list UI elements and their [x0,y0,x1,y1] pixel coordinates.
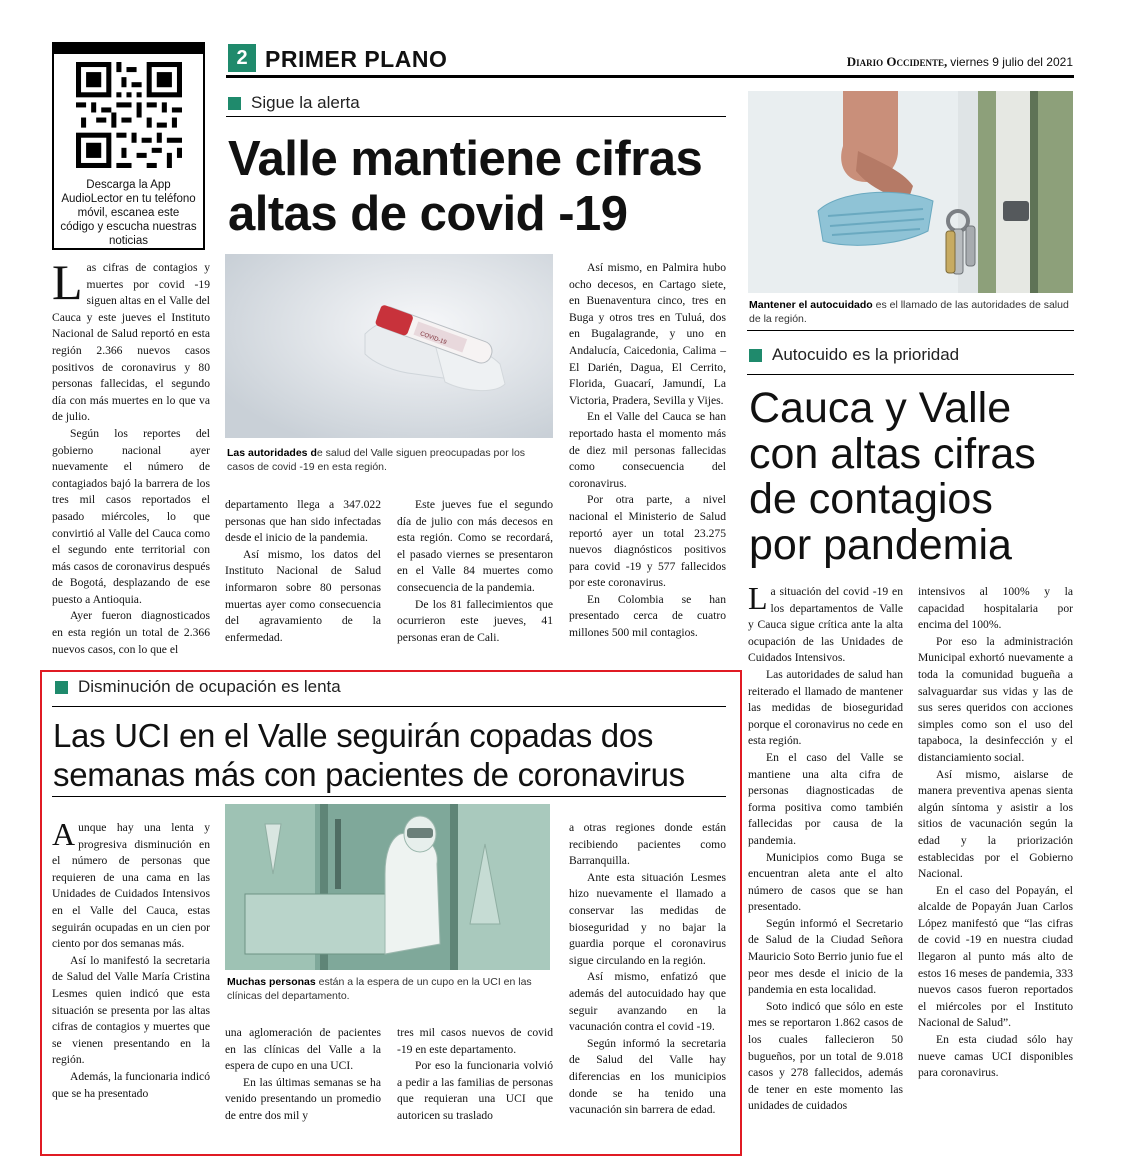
dropcap: L [748,580,768,616]
vial-label: COVID-19 [419,331,448,347]
article2-kicker-rule [747,374,1074,375]
article2-column-2: intensivos al 100% y la capacidad hospitalaria por encima del 100%. Por eso la administración Municipal exhortó nuevamente a toda la comunidad bugueña a salvaguardar sus vidas y las de sus seres queridos con acciones simples como son el uso del tapaboca, la desinfección y el distanciamiento social. Así mismo, aislarse de manera preventiva apenas sienta algún síntoma y asistir a los sitios de vacunación según la edad y la priorización establecidas por el Gobierno Nacional. En el caso del Popayán, el alcalde de Popayán Juan Carlos López manifestó que “las cifras de covid -19 en nuestra ciudad llegaron al punto más alto de estos 16 meses de pandemia, 333 nuevos casos fueron reportados el miércoles por el Instituto Nacional de Salud”. En esta ciudad sólo hay nueve camas UCI disponibles para coronavirus. [918,585,1073,1080]
dropcap: L [52,254,83,310]
article2-photo [748,91,1073,293]
article3-photo [225,804,550,970]
article1-kicker: Sigue la alerta [228,93,360,113]
hand-vial-image [225,254,553,438]
article2-headline: Cauca y Valle con altas cifras de contagios por pandemia [749,384,1036,569]
article3-headline: Las UCI en el Valle seguirán copadas dos semanas más con pacientes de coronavirus [53,717,685,793]
article1-column-3: Este jueves fue el segundo día de julio con más decesos en esta región. Como se recordará, el pasado viernes se presentaron en el Valle 84 muertes como consecuencia de la pandemia. De los 81 fallecimientos que ocurrieron este jueves, 41 personas eran de Cali. [397,498,553,644]
article3-column-2: una aglomeración de pacientes en las clínicas del Valle a la espera de cupo en una UCI. En las últimas semanas se ha venido presentando un promedio de entre dos mil y [225,1026,381,1122]
kicker-square-icon [749,349,762,362]
kicker-square-icon [228,97,241,110]
icu-staff-image [225,804,550,970]
article3-column-3: tres mil casos nuevos de covid -19 en este departamento. Por eso la funcionaria volvió a pedir a las familias de personas que requieran una UCI que autoricen su traslado [397,1026,553,1122]
issue-date: viernes 9 julio del 2021 [950,55,1073,69]
hand-mask-keys-image [748,91,1073,293]
article3-photo-caption: Muchas personas están a la espera de un cupo en la UCI en las clínicas del departamento. [227,976,532,1002]
article3-column-4: a otras regiones donde están recibiendo pacientes como Barranquilla. Ante esta situación Lesmes hizo nuevamente el llamado a conservar las medidas de bioseguridad y no bajar la guardia porque el coronavirus sigue circulando en la región. Así mismo, enfatizó que además del autocuidado hay que seguir avanzando en la vacunación contra el covid -19. Según informó la secretaria de Salud del Valle hay diferencias en los municipios donde se ha tenido una vacunación sin barrera de edad. [569,821,726,1117]
qr-caption: Descarga la App AudioLector en tu teléfono móvil, escanea este código y escucha nuestras noticias [60,179,197,247]
qr-code-icon[interactable] [76,62,182,168]
article1-kicker-rule [226,116,726,117]
article2-top-rule [747,330,1074,331]
qr-box [52,42,205,250]
article3-column-1: Aunque hay una lenta y progresiva disminución en el número de personas que requieren de una cama en las Unidades de Cuidados Intensivos en el Valle del Cauca, estas seguirán ocupadas en un cien por ciento por dos semanas más. Así lo manifestó la secretaria de Salud del Valle María Cristina Lesmes quien indicó que esta situación se presenta por las altas cifras de contagios y muertes que se vienen presentando en la región. Además, la funcionaria indicó que se ha presentado [52,816,210,1100]
dropcap: A [52,816,76,852]
article3-headline-rule [52,796,726,797]
article1-column-4: Así mismo, en Palmira hubo ocho decesos, en Cartago siete, en Buenaventura cinco, tres en Buga y otros tres en Tuluá, dos en Bugalagrande, y uno en Andalucía, Caicedonia, Calima –El Darién, Dagua, El Cerrito, Florida, Guacarí, Jamundí, La Victoria, Pradera, Sevilla y Vijes. En el Valle del Cauca se han reportado hasta el momento más de diez mil personas fallecidas como consecuencia del coronavirus. Por otra parte, a nivel nacional el Ministerio de Salud reportó ayer un total 23.275 nuevos diagnósticos positivos para covid -19 y 577 fallecidos por este coronavirus. En Colombia se han presentado cerca de cuatro millones 500 mil contagios. [569,261,726,640]
article2-photo-caption: Mantener el autocuidado es el llamado de las autoridades de salud de la región. [749,299,1069,325]
page-number: 2 [236,47,248,69]
article1-headline: Valle mantiene cifras altas de covid -19 [228,132,703,241]
article1-column-1: Las cifras de contagios y muertes por covid -19 siguen altas en el Valle del Cauca y este jueves el Instituto Nacional de Salud reportó en esta región 2.366 nuevos casos positivos de coronavirus y 80 personas fallecidas, el segundo día con más muertes en lo que va de julio. Según los reportes del gobierno nacional ayer nuevamente el número de contagiados bajó la barrera de los tres mil casos reportados el pasado miércoles, lo que convirtió al Valle del Cauca como el segundo ente territorial con más casos de coronavirus después de Bogotá, desplazando de ese puesto a Antioquia. Ayer fueron diagnosticados en esta región un total de 2.366 nuevos casos, con lo que el [52,254,210,656]
article3-kicker: Disminución de ocupación es lenta [55,677,341,697]
section-title: PRIMER PLANO [265,46,448,72]
kicker-square-icon [55,681,68,694]
article3-kicker-rule [52,706,726,707]
page-number-badge [228,44,256,72]
article1-column-2: departamento llega a 347.022 personas que han sido infectadas desde el inicio de la pandemia. Así mismo, los datos del Instituto Nacional de Salud informaron sobre 80 personas muertas ayer como consecuencia del agravamiento de la enfermedad. [225,498,381,644]
article1-photo [225,254,553,438]
masthead: Diario Occidente, [846,54,948,69]
masthead-date [820,54,1073,70]
article1-photo-caption: Las autoridades de salud del Valle siguen preocupadas por los casos de covid -19 en esta región. [227,447,526,473]
article2-column-1: La situación del covid -19 en los departamentos de Valle y Cauca sigue crítica ante la alta ocupación de las Unidades de Cuidados Intensivos. Las autoridades de salud han reiterado el llamado de mantener las medidas de bioseguridad porque el coronavirus no cede en esta región. En el caso del Valle se mantiene una alta cifra de personas diagnosticadas de forma positiva como también fallecidas por causa de la pandemia. Municipios como Buga se encuentran aleta ante el alto número de casos que se han presentado. Según informó el Secretario de Salud de la Ciudad Señora Mauricio Soto Berrio junio fue el peor mes desde el inicio de la pandemia en esta localidad. Soto indicó que sólo en este mes se reportaron 1.862 casos de los cuales fallecieron 50 bugueños, por un total de 9.018 casos y 278 fallecidos, además de tener en este momento las unidades de cuidados [748,580,903,1113]
article2-kicker: Autocuido es la prioridad [749,345,959,365]
header-rule [226,75,1074,78]
